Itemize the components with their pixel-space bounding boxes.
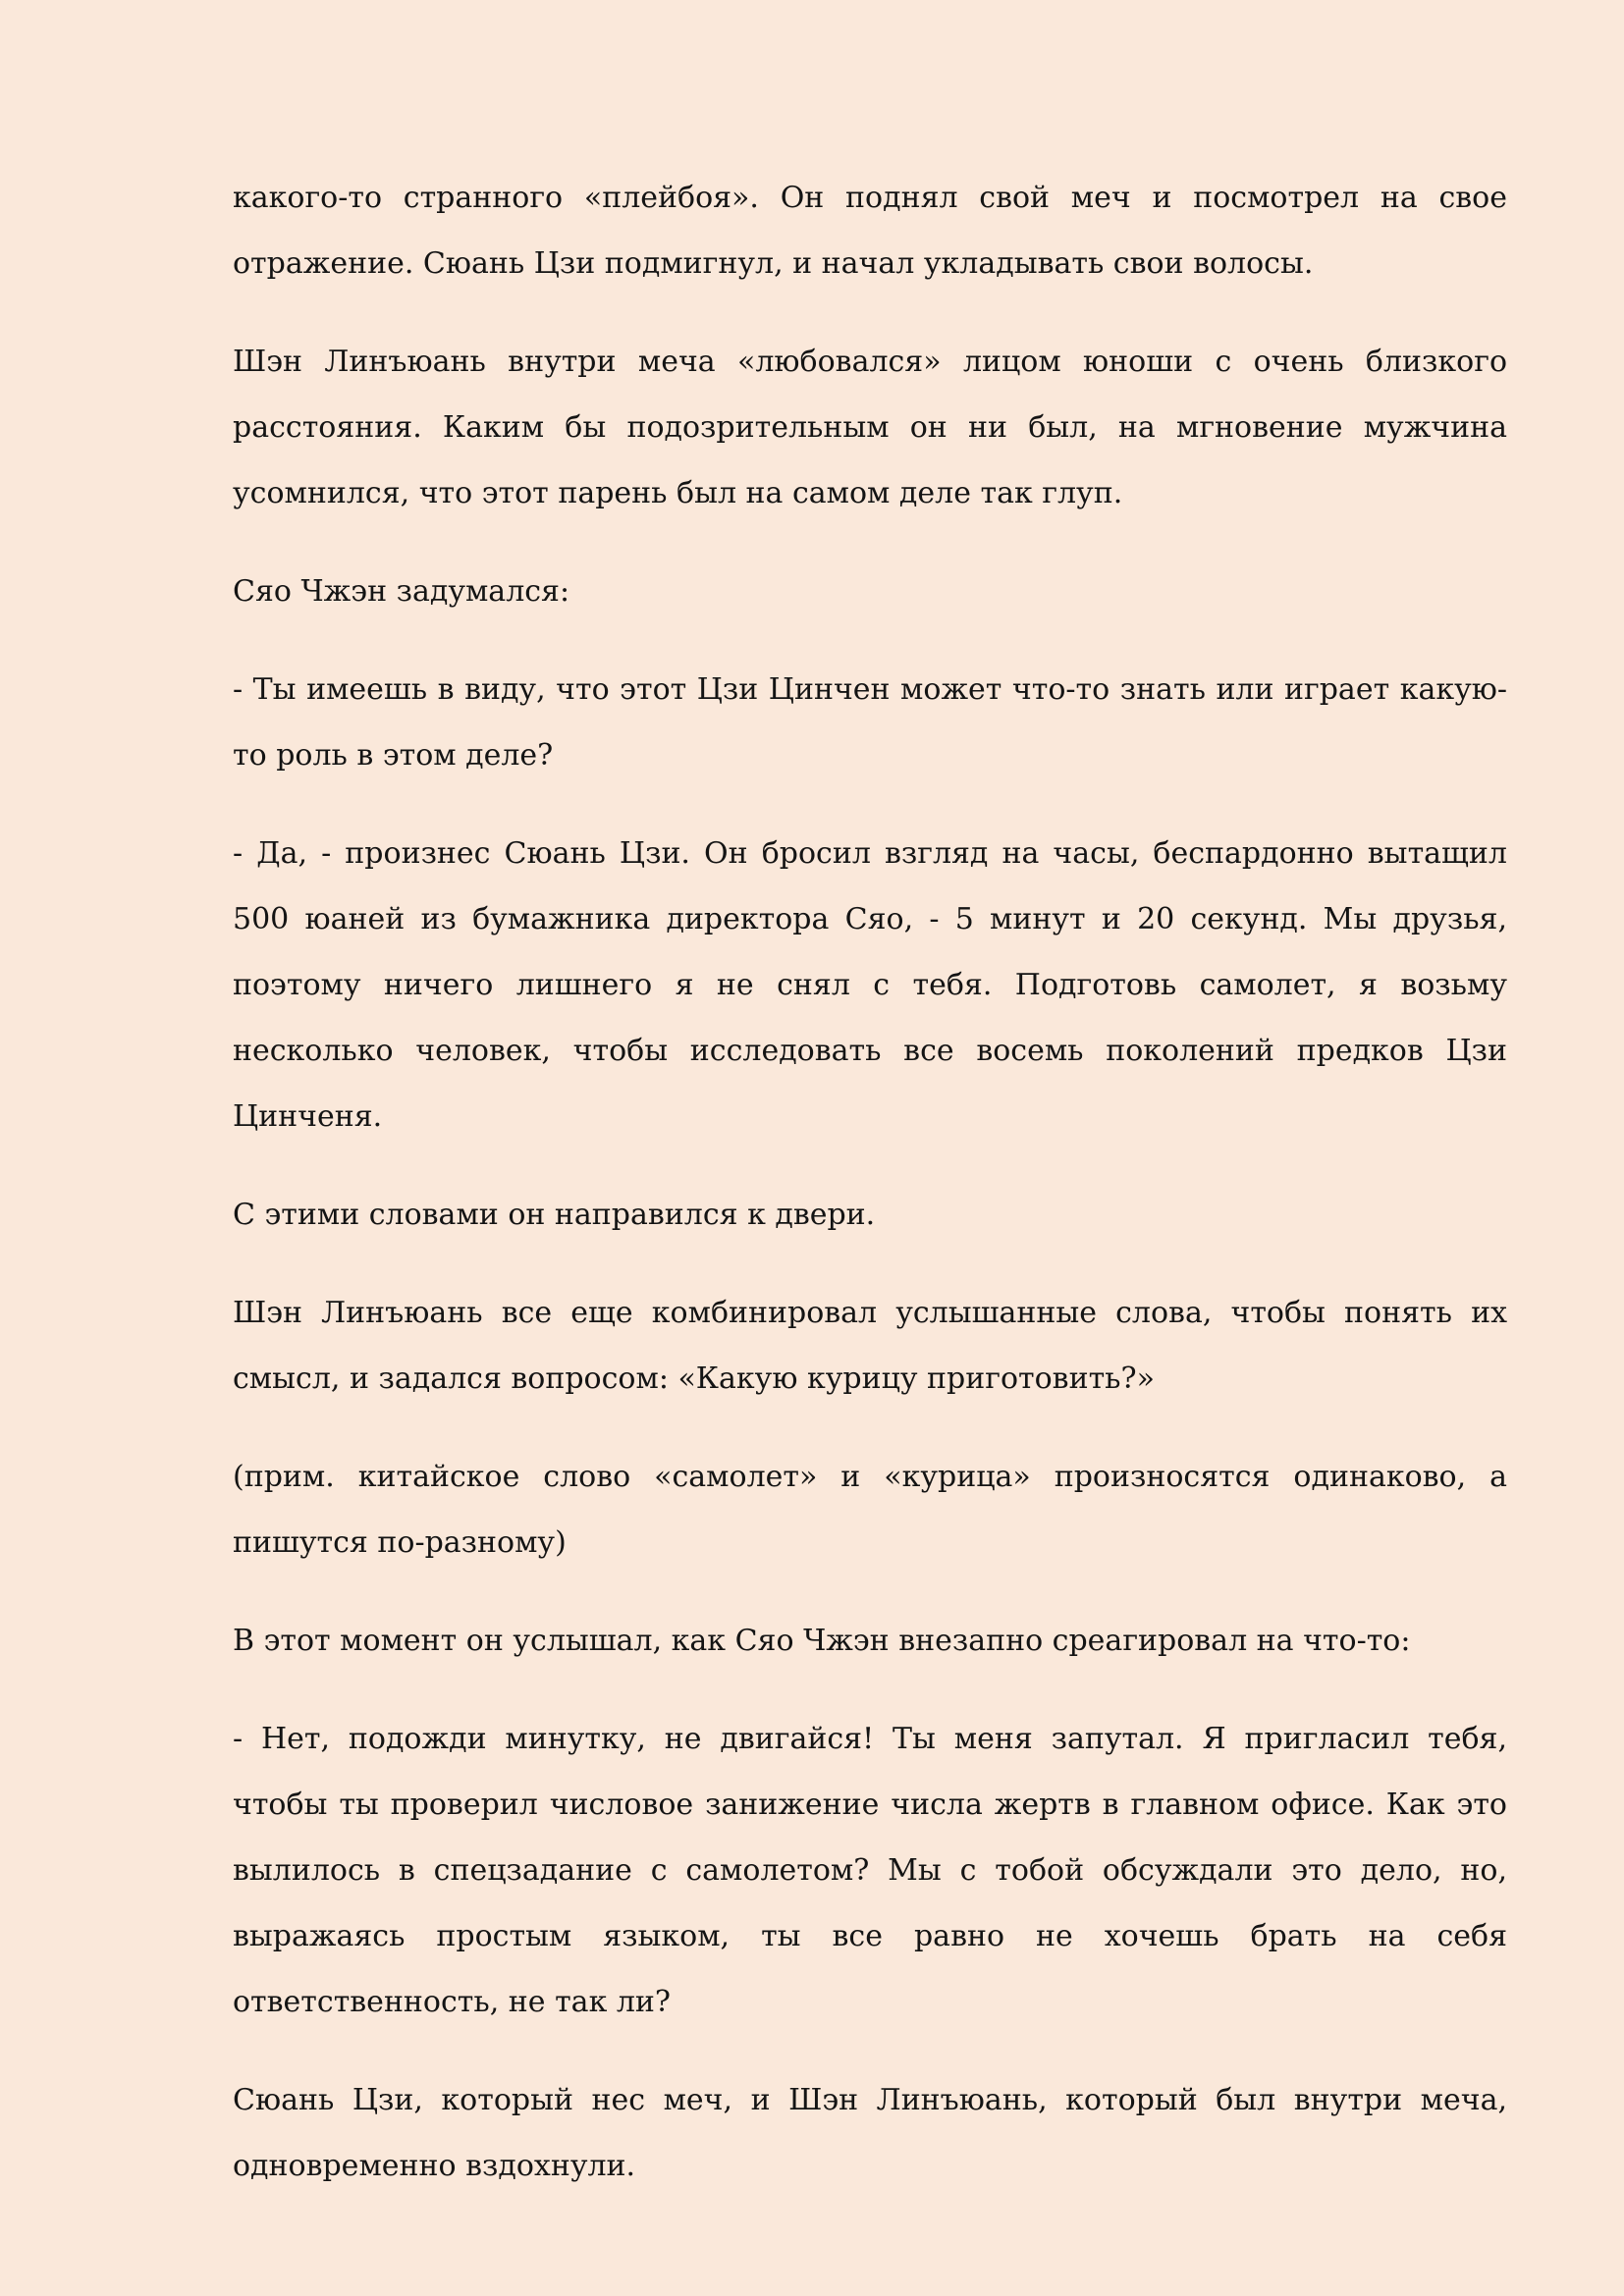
paragraph-7: Шэн Линъюань все еще комбинировал услышанные слова, чтобы понять их смысл, и задался вопросом: «Какую курицу приготовить?» xyxy=(233,1296,1507,1396)
paragraph-10: - Нет, подожди минутку, не двигайся! Ты меня запутал. Я пригласил тебя, чтобы ты проверил числовое занижение числа жертв в главном офисе. Как это вылилось в спецзадание с самолетом? Мы с тобой обсуждали это дело, но, выражаясь простым языком, ты все равно не хочешь брать на себя ответственность, не так ли? xyxy=(233,1722,1507,2019)
paragraph-8: (прим. китайское слово «самолет» и «курица» произносятся одинаково, а пишутся по-разному) xyxy=(233,1460,1507,1560)
paragraph-1: какого-то странного «плейбоя». Он поднял свой меч и посмотрел на свое отражение. Сюань Цзи подмигнул, и начал укладывать свои волосы. xyxy=(233,181,1507,281)
paragraph-6: С этими словами он направился к двери. xyxy=(233,1198,876,1232)
document-body xyxy=(233,165,1507,2199)
paragraph-9: В этот момент он услышал, как Сяо Чжэн внезапно среагировал на что-то: xyxy=(233,1624,1411,1658)
paragraph-5: - Да, - произнес Сюань Цзи. Он бросил взгляд на часы, беспардонно вытащил 500 юаней из бумажника директора Сяо, - 5 минут и 20 секунд. Мы друзья, поэтому ничего лишнего я не снял с тебя. Подготовь самолет, я возьму несколько человек, чтобы исследовать все восемь поколений предков Цзи Цинченя. xyxy=(233,836,1507,1134)
paragraph-3: Сяо Чжэн задумался: xyxy=(233,574,570,609)
paragraph-2: Шэн Линъюань внутри меча «любовался» лицом юноши с очень близкого расстояния. Каким бы подозрительным он ни был, на мгновение мужчина усомнился, что этот парень был на самом деле так глуп. xyxy=(233,345,1507,510)
paragraph-4: - Ты имеешь в виду, что этот Цзи Цинчен может что-то знать или играет какую-то роль в этом деле? xyxy=(233,672,1507,773)
paragraph-11: Сюань Цзи, который нес меч, и Шэн Линъюань, который был внутри меча, одновременно вздохнули. xyxy=(233,2083,1507,2183)
